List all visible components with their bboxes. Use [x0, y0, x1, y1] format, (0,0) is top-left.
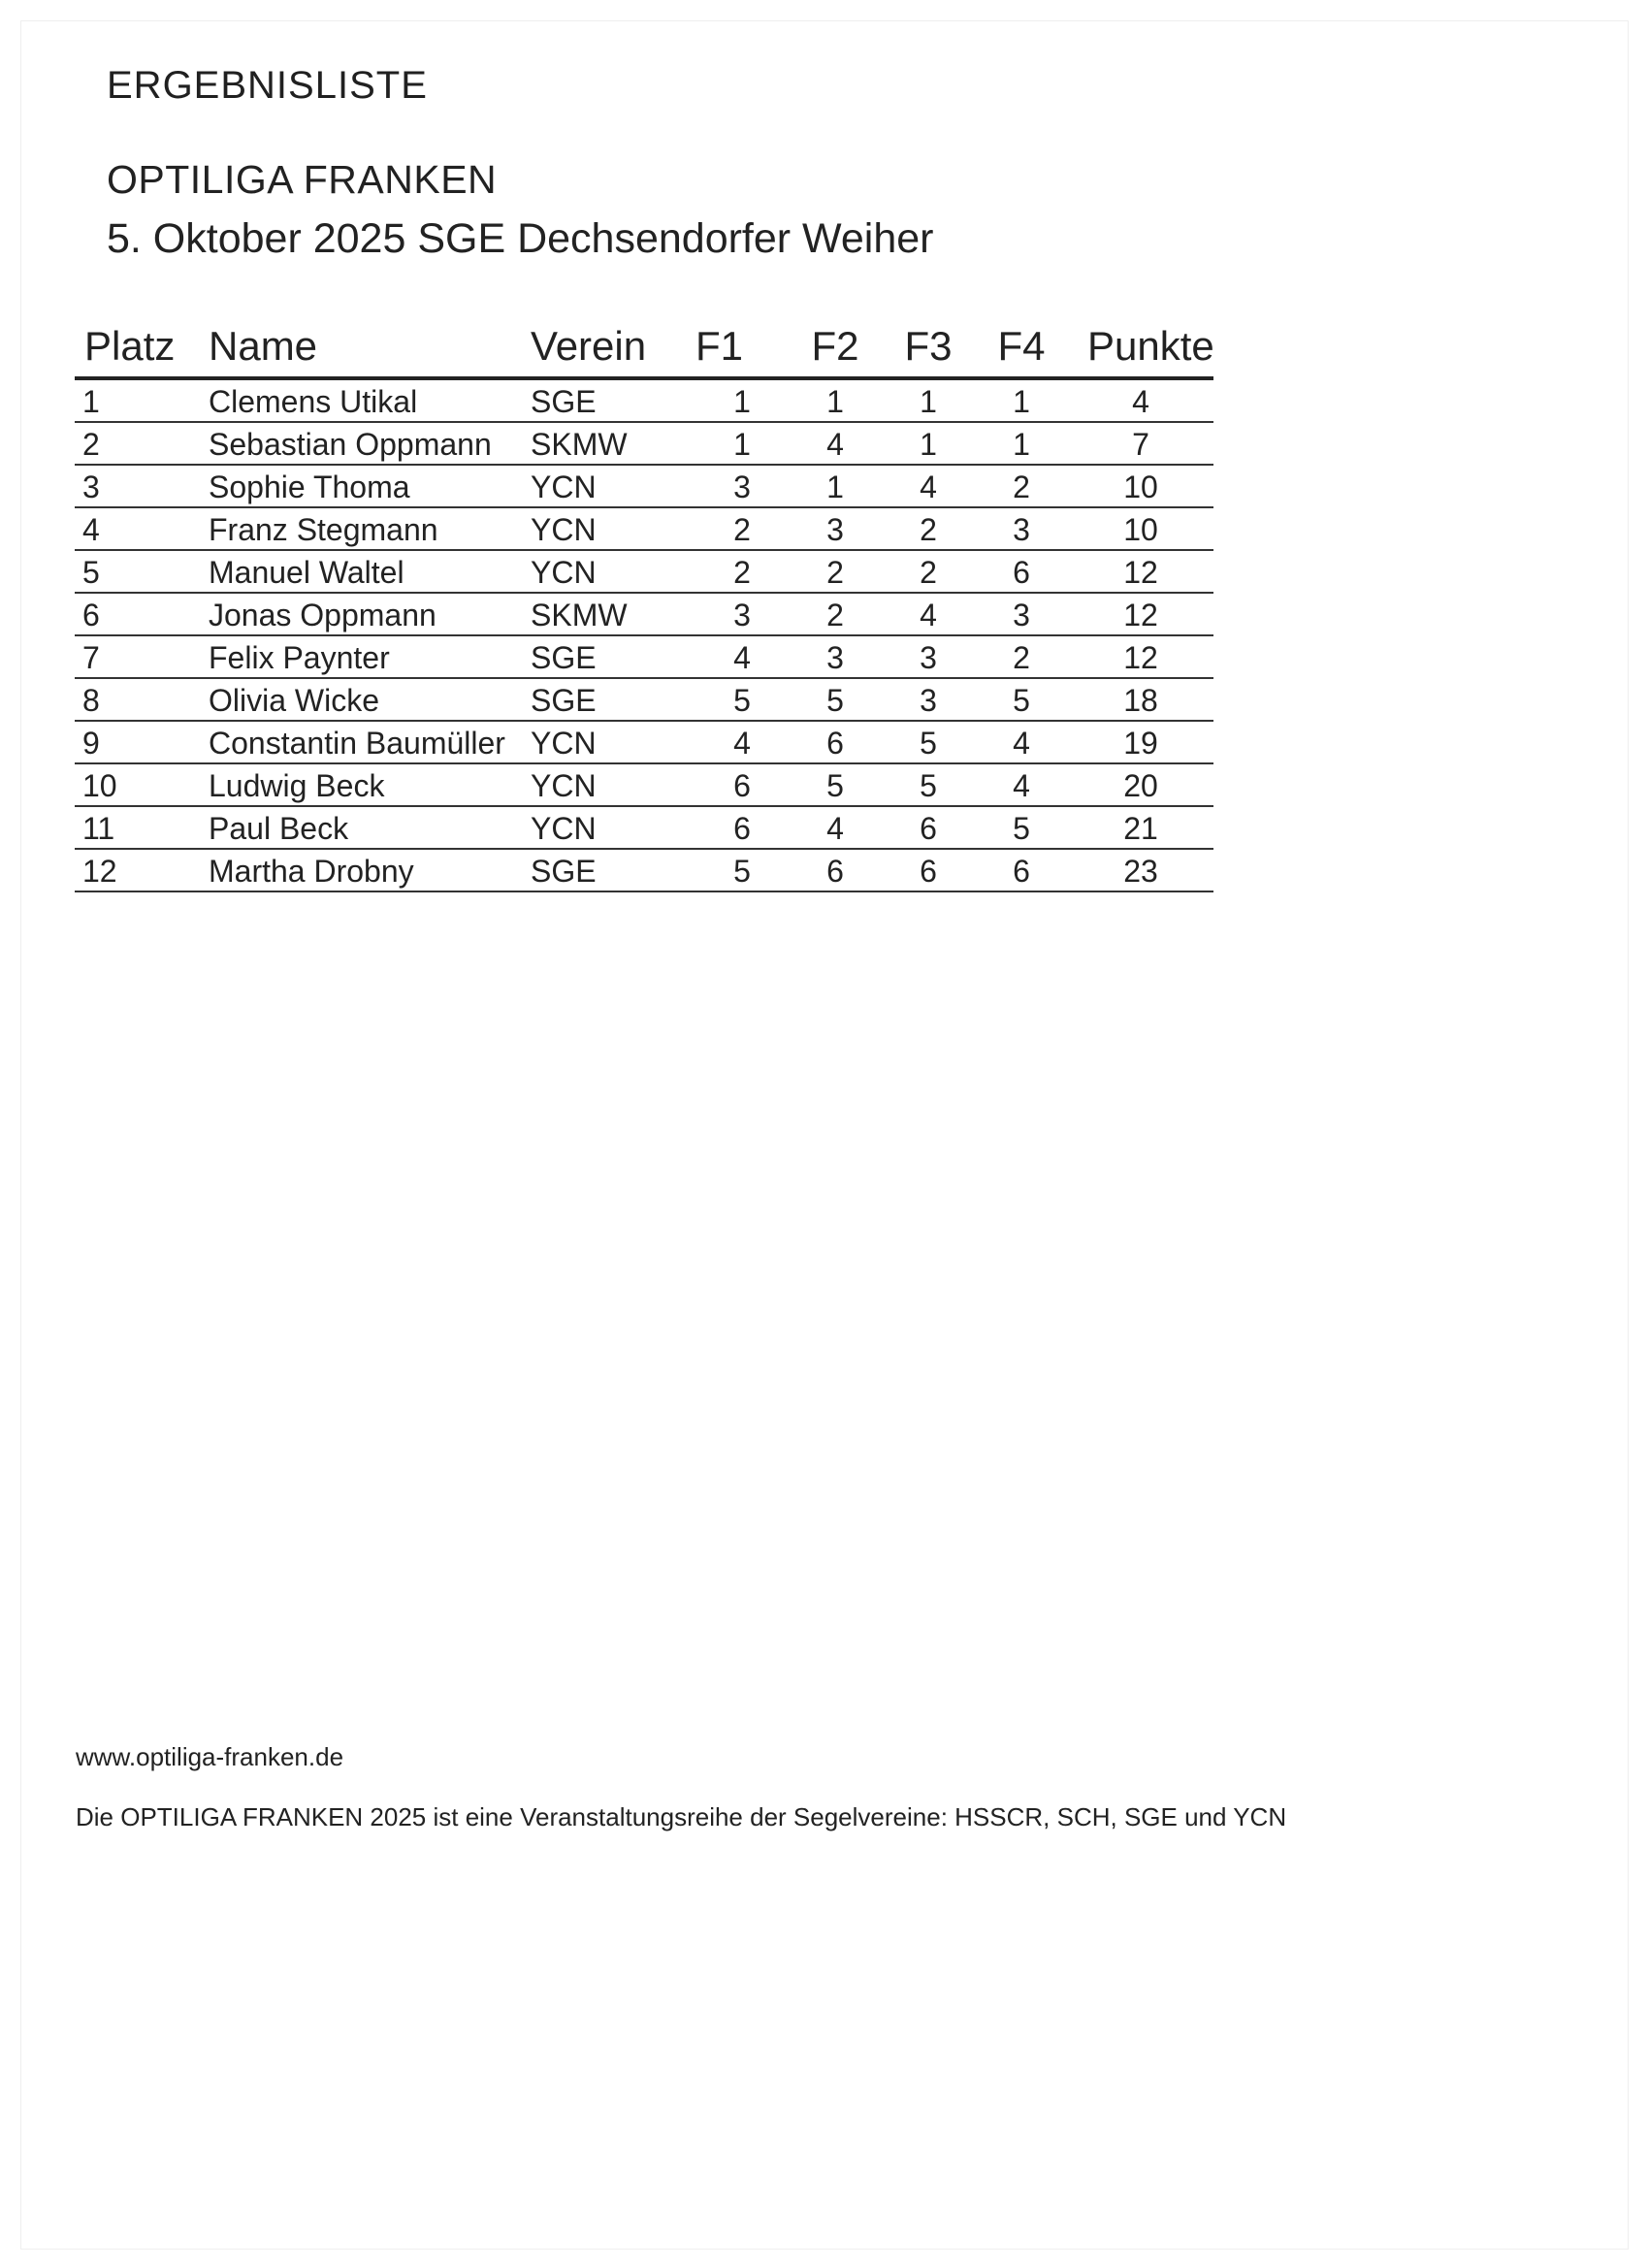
cell-name: Clemens Utikal	[205, 378, 527, 422]
cell-name: Constantin Baumüller	[205, 721, 527, 763]
cell-f2: 5	[789, 763, 882, 806]
cell-punkte: 12	[1068, 635, 1213, 678]
cell-platz: 6	[75, 593, 205, 635]
cell-verein: YCN	[527, 550, 695, 593]
cell-f4: 2	[975, 635, 1068, 678]
league-name: OPTILIGA FRANKEN	[107, 157, 498, 202]
table-row	[75, 550, 1213, 593]
cell-f2: 3	[789, 635, 882, 678]
results-table	[75, 318, 1213, 892]
cell-name: Olivia Wicke	[205, 678, 527, 721]
cell-f3: 3	[882, 635, 975, 678]
cell-f1: 5	[695, 849, 789, 891]
cell-f4: 2	[975, 465, 1068, 507]
cell-f2: 4	[789, 806, 882, 849]
cell-verein: YCN	[527, 507, 695, 550]
cell-f3: 5	[882, 763, 975, 806]
footer-note: Die OPTILIGA FRANKEN 2025 ist eine Veranstaltungsreihe der Segelvereine: HSSCR, SCH, SGE und YCN	[76, 1802, 1287, 1831]
cell-verein: YCN	[527, 763, 695, 806]
cell-verein: SKMW	[527, 422, 695, 465]
cell-f1: 3	[695, 465, 789, 507]
table-row	[75, 806, 1213, 849]
cell-f3: 2	[882, 507, 975, 550]
cell-verein: YCN	[527, 465, 695, 507]
table-row	[75, 422, 1213, 465]
cell-name: Jonas Oppmann	[205, 593, 527, 635]
table-row	[75, 763, 1213, 806]
cell-name: Martha Drobny	[205, 849, 527, 891]
cell-punkte: 12	[1068, 550, 1213, 593]
cell-platz: 1	[75, 378, 205, 422]
table-row	[75, 378, 1213, 422]
cell-f3: 3	[882, 678, 975, 721]
cell-f1: 4	[695, 721, 789, 763]
cell-f4: 5	[975, 678, 1068, 721]
cell-verein: SGE	[527, 849, 695, 891]
cell-f1: 1	[695, 378, 789, 422]
cell-verein: YCN	[527, 721, 695, 763]
cell-punkte: 21	[1068, 806, 1213, 849]
table-row	[75, 678, 1213, 721]
column-header-platz: Platz	[75, 318, 205, 378]
document-title: ERGEBNISLISTE	[107, 64, 428, 107]
cell-f1: 2	[695, 550, 789, 593]
cell-f4: 5	[975, 806, 1068, 849]
cell-platz: 3	[75, 465, 205, 507]
cell-f3: 6	[882, 849, 975, 891]
cell-verein: SKMW	[527, 593, 695, 635]
table-row	[75, 721, 1213, 763]
column-header-f1: F1	[695, 318, 789, 378]
cell-f3: 6	[882, 806, 975, 849]
cell-f4: 6	[975, 550, 1068, 593]
cell-f2: 4	[789, 422, 882, 465]
cell-f3: 4	[882, 465, 975, 507]
cell-verein: YCN	[527, 806, 695, 849]
cell-punkte: 12	[1068, 593, 1213, 635]
cell-name: Ludwig Beck	[205, 763, 527, 806]
cell-f3: 4	[882, 593, 975, 635]
cell-platz: 11	[75, 806, 205, 849]
cell-platz: 9	[75, 721, 205, 763]
cell-punkte: 10	[1068, 465, 1213, 507]
cell-f3: 1	[882, 378, 975, 422]
cell-f2: 6	[789, 721, 882, 763]
column-header-f4: F4	[975, 318, 1068, 378]
table-row	[75, 507, 1213, 550]
cell-f2: 6	[789, 849, 882, 891]
table-row	[75, 849, 1213, 891]
cell-f4: 3	[975, 507, 1068, 550]
footer-url: www.optiliga-franken.de	[76, 1742, 344, 1771]
cell-f1: 6	[695, 763, 789, 806]
cell-f2: 5	[789, 678, 882, 721]
table-row	[75, 593, 1213, 635]
cell-f3: 5	[882, 721, 975, 763]
cell-name: Franz Stegmann	[205, 507, 527, 550]
cell-f2: 1	[789, 378, 882, 422]
cell-verein: SGE	[527, 678, 695, 721]
cell-punkte: 4	[1068, 378, 1213, 422]
cell-name: Paul Beck	[205, 806, 527, 849]
cell-name: Sophie Thoma	[205, 465, 527, 507]
cell-punkte: 18	[1068, 678, 1213, 721]
cell-f4: 4	[975, 763, 1068, 806]
results-body	[75, 378, 1213, 891]
cell-f1: 5	[695, 678, 789, 721]
cell-punkte: 19	[1068, 721, 1213, 763]
cell-f1: 4	[695, 635, 789, 678]
cell-f1: 1	[695, 422, 789, 465]
cell-punkte: 10	[1068, 507, 1213, 550]
cell-f4: 4	[975, 721, 1068, 763]
cell-punkte: 7	[1068, 422, 1213, 465]
cell-f4: 3	[975, 593, 1068, 635]
cell-platz: 10	[75, 763, 205, 806]
cell-f4: 1	[975, 422, 1068, 465]
cell-name: Felix Paynter	[205, 635, 527, 678]
cell-name: Sebastian Oppmann	[205, 422, 527, 465]
column-header-f2: F2	[789, 318, 882, 378]
cell-f2: 2	[789, 593, 882, 635]
column-header-punkte: Punkte	[1068, 318, 1213, 378]
cell-platz: 8	[75, 678, 205, 721]
table-row	[75, 465, 1213, 507]
table-header-row	[75, 318, 1213, 378]
cell-f1: 2	[695, 507, 789, 550]
event-line: 5. Oktober 2025 SGE Dechsendorfer Weiher	[107, 215, 934, 262]
cell-punkte: 20	[1068, 763, 1213, 806]
cell-platz: 2	[75, 422, 205, 465]
table-row	[75, 635, 1213, 678]
cell-punkte: 23	[1068, 849, 1213, 891]
cell-f4: 1	[975, 378, 1068, 422]
column-header-verein: Verein	[527, 318, 695, 378]
cell-platz: 4	[75, 507, 205, 550]
cell-f2: 3	[789, 507, 882, 550]
cell-f1: 3	[695, 593, 789, 635]
column-header-f3: F3	[882, 318, 975, 378]
cell-f1: 6	[695, 806, 789, 849]
cell-f2: 2	[789, 550, 882, 593]
cell-f3: 2	[882, 550, 975, 593]
cell-name: Manuel Waltel	[205, 550, 527, 593]
cell-f4: 6	[975, 849, 1068, 891]
cell-verein: SGE	[527, 378, 695, 422]
cell-platz: 7	[75, 635, 205, 678]
cell-platz: 12	[75, 849, 205, 891]
column-header-name: Name	[205, 318, 527, 378]
cell-f3: 1	[882, 422, 975, 465]
cell-verein: SGE	[527, 635, 695, 678]
cell-platz: 5	[75, 550, 205, 593]
cell-f2: 1	[789, 465, 882, 507]
